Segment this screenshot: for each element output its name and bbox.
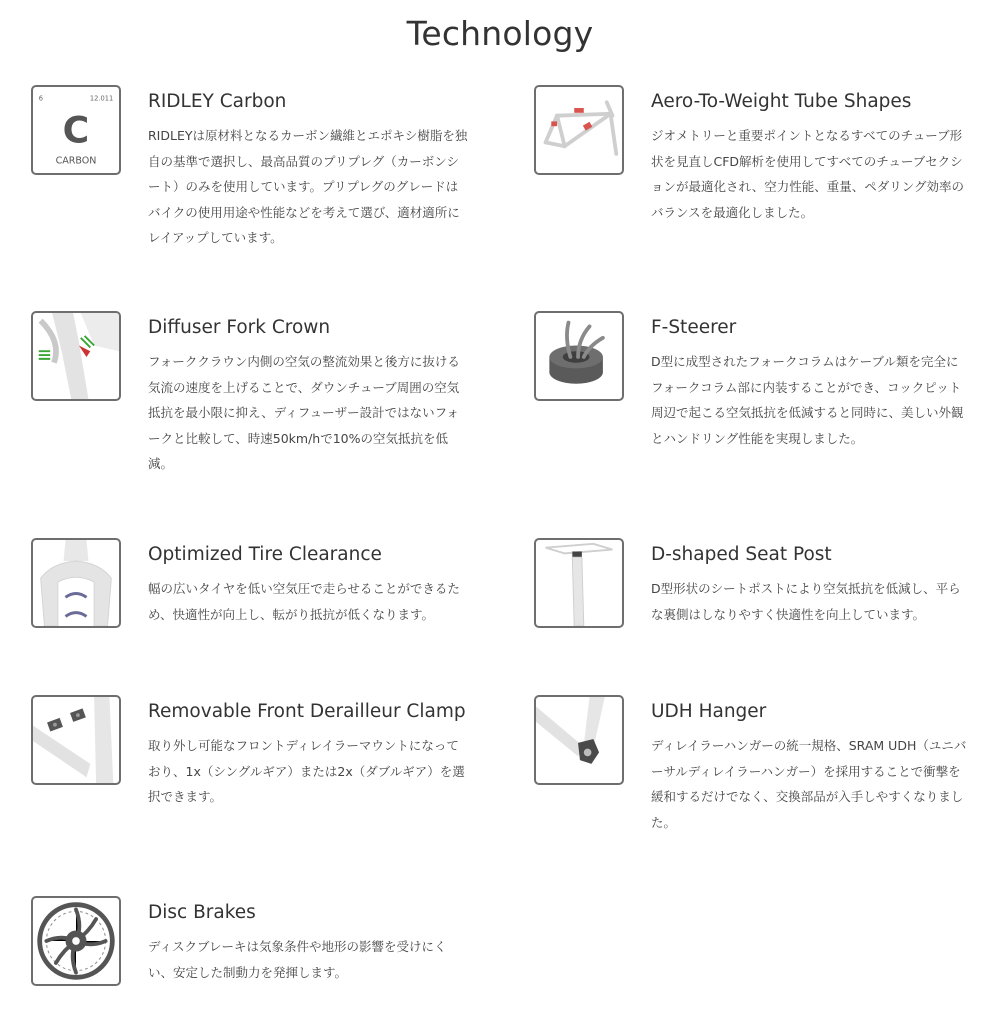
feature-description: D型形状のシートポストにより空気抵抗を低減し、平らな裏側はしなりやすく快適性を向上しています。: [651, 581, 961, 622]
feature-disc-brakes: [31, 896, 491, 1026]
steerer-icon: [534, 311, 624, 401]
feature-description: フォーククラウン内側の空気の整流効果と後方に抜ける気流の速度を上げることで、ダウンチューブ周囲の空気抵抗を最小限に抑え、ディフューザー設計ではないフォークと比較して、時速50km/hで10%の空気抵抗を低減。: [148, 354, 460, 471]
feature-description: 取り外し可能なフロントディレイラーマウントになっており、1x（シングルギア）または2x（ダブルギア）を選択できます。: [148, 738, 465, 804]
feature-front-derailleur-clamp: [31, 695, 491, 825]
feature-d-shaped-seat-post: [534, 538, 994, 668]
feature-title: F-Steerer: [651, 317, 737, 338]
feature-description: RIDLEYは原材料となるカーボン繊維とエポキシ樹脂を独自の基準で選択し、最高品質のプリプレグ（カーボンシート）のみを使用しています。プリプレグのグレードはバイクの使用用途や性能などを考えて選び、適材適所にレイアップしています。: [148, 128, 468, 245]
feature-description: D型に成型されたフォークコラムはケーブル類を完全にフォークコラム部に内装することができ、コックピット周辺で起こる空気抵抗を低減すると同時に、美しい外観とハンドリング性能を実現しました。: [651, 354, 964, 446]
carbon-element-icon: [31, 85, 121, 175]
feature-udh-hanger: [534, 695, 994, 830]
bike-frame-icon: [534, 85, 624, 175]
carbon-number: 6: [38, 94, 43, 103]
feature-title: Disc Brakes: [148, 902, 256, 923]
feature-title: Optimized Tire Clearance: [148, 544, 382, 565]
feature-description: ディスクブレーキは気象条件や地形の影響を受けにくい、安定した制動力を発揮します。: [148, 939, 447, 980]
fork-crown-icon: [31, 311, 121, 401]
feature-ridley-carbon: [31, 85, 491, 245]
feature-description: 幅の広いタイヤを低い空気圧で走らせることができるため、快適性が向上し、転がり抵抗が低くなります。: [148, 581, 460, 622]
fork-clearance-icon: [31, 538, 121, 628]
carbon-mass: 12.011: [89, 94, 114, 103]
page-title: Technology: [406, 14, 594, 53]
feature-tire-clearance: [31, 538, 491, 668]
feature-title: Aero-To-Weight Tube Shapes: [651, 91, 912, 112]
derailleur-clamp-icon: [31, 695, 121, 785]
carbon-name: CARBON: [55, 155, 97, 167]
carbon-symbol: C: [62, 108, 90, 152]
feature-description: ディレイラーハンガーの統一規格、SRAM UDH（ユニバーサルディレイラーハンガー）を採用することで衝撃を緩和するだけでなく、交換部品が入手しやすくなりました。: [651, 738, 967, 830]
feature-title: D-shaped Seat Post: [651, 544, 832, 565]
udh-hanger-icon: [534, 695, 624, 785]
feature-title: Diffuser Fork Crown: [148, 317, 331, 338]
feature-diffuser-fork-crown: [31, 311, 491, 471]
feature-f-steerer: [534, 311, 994, 446]
feature-title: RIDLEY Carbon: [148, 91, 287, 112]
feature-aero-to-weight: [534, 85, 994, 220]
seat-post-icon: [534, 538, 624, 628]
feature-description: ジオメトリーと重要ポイントとなるすべてのチューブ形状を見直しCFD解析を使用してすべてのチューブセクションが最適化され、空力性能、重量、ペダリング効率のバランスを最適化しました。: [651, 128, 965, 220]
feature-title: UDH Hanger: [651, 701, 767, 722]
disc-brake-icon: [31, 896, 121, 986]
feature-title: Removable Front Derailleur Clamp: [148, 701, 466, 722]
